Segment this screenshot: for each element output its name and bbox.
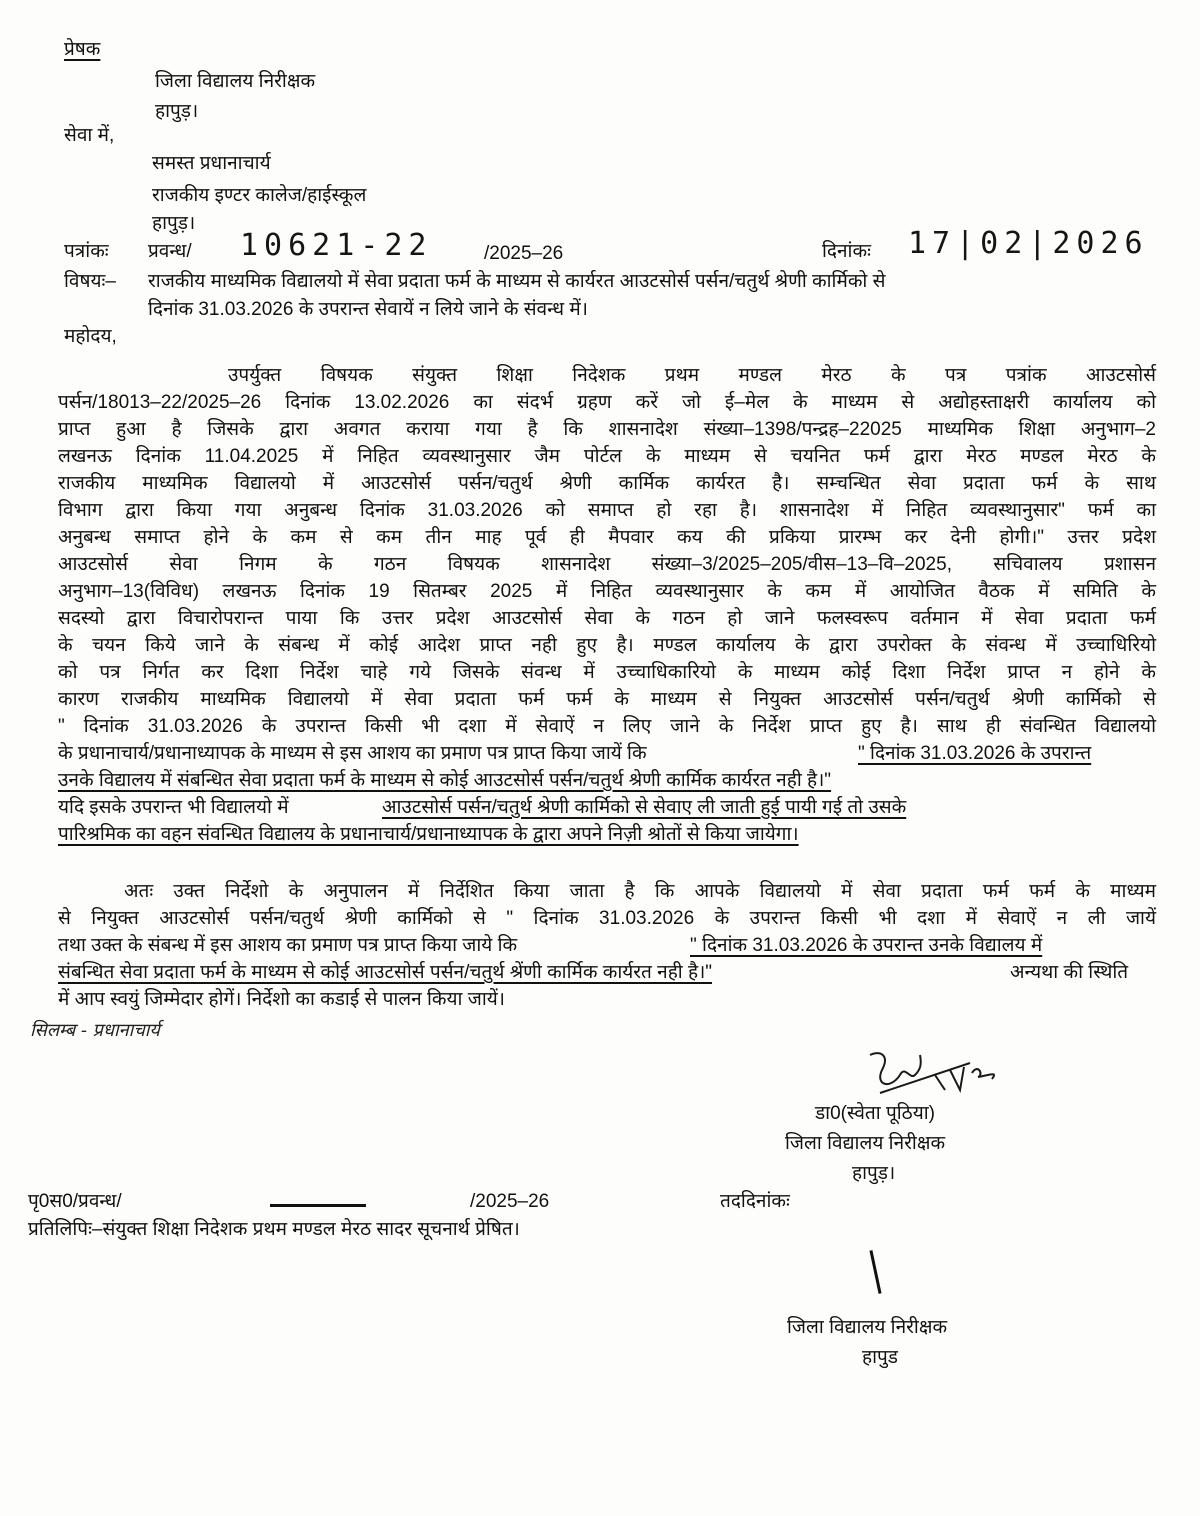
- blank-number-line: [270, 1204, 366, 1207]
- footer-designation: जिला विद्यालय निरीक्षक: [787, 1317, 948, 1338]
- handwritten-note: सिलम्ब - प्रधानाचार्य: [30, 1020, 160, 1041]
- para1-line: पर्सन/18013–22/2025–26 दिनांक 13.02.2026 का संदर्भ ग्रहण करें जो ई–मेल के माध्यम से अद्योहस्ताक्षरी कार्यालय को: [58, 392, 1156, 413]
- recipient-line1: समस्त प्रधानाचार्य: [152, 153, 271, 174]
- para2-line3-plain: तथा उक्त के संबन्ध में इस आशय का प्रमाण पत्र प्राप्त किया जाये कि: [58, 935, 518, 956]
- para1-line15-plain: के प्रधानाचार्य/प्रधानाध्यापक के माध्यम से इस आशय का प्रमाण पत्र प्राप्त किया जायें कि: [58, 743, 647, 764]
- signatory-designation: जिला विद्यालय निरीक्षक: [785, 1133, 946, 1154]
- para1-line: सदस्यो द्वारा विचारोपरान्त पाया कि उत्तर प्रदेश आउटसोर्स सेवा के गठन हो जाने फलस्वरूप वर्तमान में सेवा प्रदाता फर्म: [58, 608, 1156, 629]
- subject-line2: दिनांक 31.03.2026 के उपरान्त सेवायें न लिये जाने के संवन्ध में।: [148, 299, 588, 320]
- signatory-place: हापुड़।: [852, 1163, 896, 1184]
- para1-line: के चयन किये जाने के संबन्ध में कोई आदेश प्राप्त नही हुए है। मण्डल कार्यालय के द्वारा उपरोक्त के संवन्ध में उच्चाधिरियो: [58, 635, 1156, 656]
- recipient-label: सेवा में,: [64, 125, 115, 146]
- sender-place: हापुड़।: [155, 101, 199, 122]
- endorsement-date-label: तददिनांकः: [720, 1191, 790, 1212]
- sender-label: प्रेषक: [64, 39, 101, 60]
- para2-line4-underlined: संबन्धित सेवा प्रदाता फर्म के माध्यम से कोई आउटसोर्स पर्सन/चतुर्थ श्रेंणी कार्मिक कार्यरत नही है।": [58, 962, 713, 983]
- para1-line: को पत्र निर्गत कर दिशा निर्देश चाहे गये जिसके संवन्ध में उच्चाधिकारियो के माध्यम कोई दिशा निर्देश प्राप्त न होने के: [58, 662, 1156, 683]
- para1-line: आउटसोर्स सेवा निगम के गठन विषयक शासनादेश संख्या–3/2025–205/वीस–13–वि–2025, सचिवालय प्रशासन: [58, 554, 1156, 575]
- signatory-name: डा0(स्वेता पूठिया): [815, 1103, 935, 1124]
- para1-line: कारण राजकीय माध्यमिक विद्यालयो में सेवा प्रदाता फर्म फर्म के माध्यम से नियुक्त आउटसोर्स पर्सन/चतुर्थ श्रेणी कार्मिको से: [58, 689, 1156, 710]
- para2-line5: में आप स्वयुं जिम्मेदार होगें। निर्देशो का कडाई से पालन किया जायें।: [58, 989, 505, 1010]
- endorsement-copy-line: प्रतिलिपिः–संयुक्त शिक्षा निदेशक प्रथम मण्डल मेरठ सादर सूचनार्थ प्रेषित।: [28, 1219, 520, 1240]
- endorsement-ref-suffix: /2025–26: [470, 1191, 550, 1212]
- para2-line1: अतः उक्त निर्देशो के अनुपालन में निर्देशित किया जाता है कि आपके विद्यालयो में सेवा प्रदाता फर्म फर्म के माध्यम: [124, 881, 1156, 902]
- reference-suffix: /2025–26: [484, 243, 564, 264]
- para1-line: विभाग द्वारा किया गया अनुबन्ध दिनांक 31.03.2026 को समाप्त हो रहा है। शासनादेश में निहित व्यवस्थानुसार" फर्म का: [58, 500, 1156, 521]
- para1-line15-underlined: " दिनांक 31.03.2026 के उपरान्त: [858, 743, 1092, 764]
- para1-line18-underlined: पारिश्रमिक का वहन संवन्धित विद्यालय के प्रधानाचार्य/प्रधानाध्यापक के द्वारा अपने निज़ी श्रोतों से किया जायेगा।: [58, 824, 799, 845]
- para2-line4-plain: अन्यथा की स्थिति: [1010, 962, 1129, 983]
- para1-line: " दिनांक 31.03.2026 के उपरान्त किसी भी दशा में सेवाऐं न लिए जाने के निर्देश प्राप्त हुए है। साथ ही संवन्धित विद्यालयो: [58, 716, 1156, 737]
- para1-line: प्राप्त हुआ है जिसके द्वारा अवगत कराया गया है कि शासनादेश संख्या–1398/पन्द्रह–22025 माध्यमिक शिक्षा अनुभाग–2: [58, 419, 1156, 440]
- endorsement-ref-prefix: पृ0स0/प्रवन्ध/: [28, 1191, 122, 1212]
- reference-prefix: प्रवन्ध/: [148, 241, 192, 262]
- para2-line3-underlined: " दिनांक 31.03.2026 के उपरान्त उनके विद्यालय में: [690, 935, 1043, 956]
- salutation: महोदय,: [64, 326, 117, 347]
- para1-line: राजकीय माध्यमिक विद्यालयो में आउटसोर्स पर्सन/चतुर्थ श्रेणी कार्मिक कार्यरत है। सम्चन्धित सेवा प्रदाता फर्म के साथ: [58, 473, 1156, 494]
- handwritten-date: 17|02|2026: [908, 226, 1149, 261]
- footer-place: हापुड: [862, 1347, 898, 1368]
- subject-label: विषयः–: [64, 271, 116, 292]
- para1-line16-underlined: उनके विद्यालय में संबन्धित सेवा प्रदाता फर्म के माध्यम से कोई आउटसोर्स पर्सन/चतुर्थ श्रेणी कार्मिक कार्यरत नही है।": [58, 770, 832, 791]
- para2-line2: से नियुक्त आउटसोर्स पर्सन/चतुर्थ श्रेणी कार्मिको से " दिनांक 31.03.2026 के उपरान्त किसी भी दशा में सेवाऐं न ली जायें: [58, 908, 1156, 929]
- recipient-line3: हापुड़।: [152, 213, 196, 234]
- date-label: दिनांकः: [822, 241, 871, 262]
- recipient-line2: राजकीय इण्टर कालेज/हाईस्कूल: [152, 185, 367, 206]
- sender-designation: जिला विद्यालय निरीक्षक: [155, 71, 316, 92]
- para1-line: उपर्युक्त विषयक संयुक्त शिक्षा निदेशक प्रथम मण्डल मेरठ के पत्र पत्रांक आउटसोर्स: [228, 365, 1156, 386]
- initial-stroke-icon: [869, 1250, 881, 1294]
- para1-line: अनुभाग–13(विविध) लखनऊ दिनांक 19 सितम्बर 2025 में निहित व्यवस्थानुसार के कम में आयोजित वैठक में समिति के: [58, 581, 1156, 602]
- reference-label: पत्रांकः: [64, 241, 109, 262]
- para1-line: अनुबन्ध समाप्त होने के कम से कम तीन माह पूर्व ही मैपवार कय की प्रकिया प्रारम्भ कर देनी होगी।" उत्तर प्रदेश: [58, 527, 1156, 548]
- reference-handwritten-number: 10621-22: [240, 228, 433, 263]
- signature-scribble-icon: [860, 1045, 1010, 1100]
- para1-line: लखनऊ दिनांक 11.04.2025 में निहित व्यवस्थानुसार जैम पोर्टल के माध्यम से चयनित फर्म द्वारा मेरठ मण्डल मेरठ के: [58, 446, 1156, 467]
- para1-line17-underlined: आउटसोर्स पर्सन/चतुर्थ श्रेणी कार्मिको से सेवाए ली जाती हुई पायी गई तो उसके: [382, 797, 907, 818]
- para1-line17-plain: यदि इसके उपरान्त भी विद्यालयो में: [58, 797, 289, 818]
- subject-line1: राजकीय माध्यमिक विद्यालयो में सेवा प्रदाता फर्म के माध्यम से कार्यरत आउटसोर्स पर्सन/चतुर्थ श्रेणी कार्मिको से: [148, 271, 886, 292]
